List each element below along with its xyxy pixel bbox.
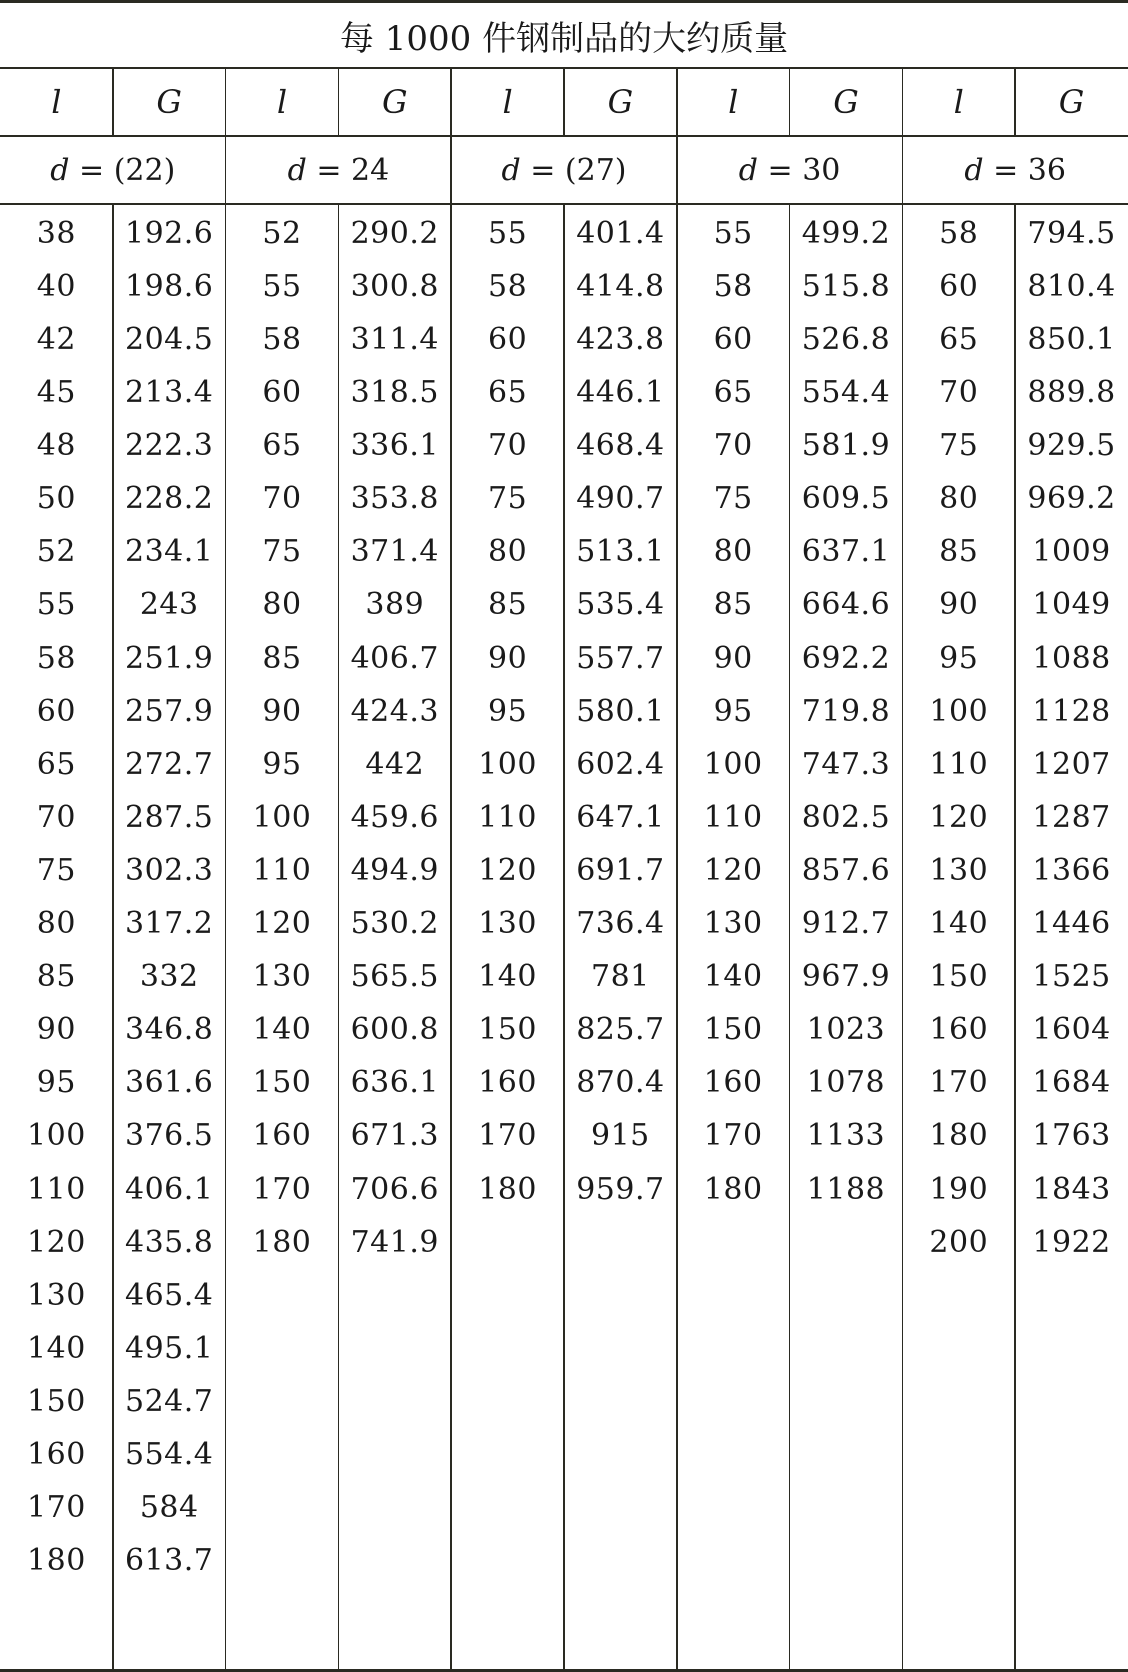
mass-cell: 565.5	[350, 959, 439, 995]
header-g: G	[607, 83, 634, 121]
mass-cell: 719.8	[801, 693, 891, 729]
column-divider	[902, 69, 904, 1670]
mass-cell: 580.1	[576, 693, 665, 729]
mass-cell: 1604	[1032, 1012, 1111, 1048]
mass-cell: 376.5	[125, 1118, 214, 1154]
mass-cell: 361.6	[125, 1065, 214, 1101]
mass-cell: 1049	[1032, 587, 1111, 623]
length-cell: 70	[487, 428, 528, 464]
mass-cell: 287.5	[125, 799, 214, 835]
mass-cell: 1088	[1032, 640, 1111, 676]
length-cell: 75	[262, 534, 302, 570]
diameter-group	[226, 137, 452, 203]
column-divider	[789, 69, 791, 137]
mass-cell: 251.9	[125, 640, 214, 676]
diameter-group	[677, 137, 903, 203]
mass-cell: 414.8	[576, 268, 665, 304]
mass-cell: 747.3	[801, 746, 891, 782]
length-cell: 140	[27, 1330, 86, 1366]
length-cell: 170	[27, 1490, 86, 1526]
length-cell: 140	[929, 906, 989, 942]
length-cell: 80	[36, 906, 76, 942]
mass-cell: 317.2	[125, 906, 214, 942]
mass-cell: 664.6	[801, 587, 891, 623]
diameter-group	[902, 137, 1128, 203]
mass-cell: 192.6	[125, 215, 214, 251]
mass-cell: 442	[365, 746, 425, 782]
mass-cell: 353.8	[350, 481, 439, 517]
diameter-value: 30	[802, 152, 841, 188]
length-cell: 150	[703, 1012, 763, 1048]
mass-cell: 870.4	[576, 1065, 665, 1101]
mass-cell: 1207	[1032, 746, 1111, 782]
mass-cell: 495.1	[125, 1330, 214, 1366]
length-cell: 90	[36, 1012, 76, 1048]
mass-cell: 915	[591, 1118, 650, 1154]
header-g: G	[156, 83, 182, 121]
column-divider	[338, 69, 340, 137]
mass-cell: 515.8	[801, 268, 891, 304]
diameter-group	[451, 137, 677, 203]
mass-cell: 300.8	[350, 268, 439, 304]
length-cell: 85	[487, 587, 528, 623]
mass-cell: 459.6	[350, 799, 439, 835]
mass-cell: 557.7	[576, 640, 665, 676]
mass-cell: 424.3	[350, 693, 439, 729]
column-divider	[338, 205, 340, 1670]
length-cell: 55	[36, 587, 76, 623]
mass-cell: 302.3	[125, 852, 214, 888]
length-cell: 95	[487, 693, 528, 729]
length-cell: 190	[929, 1171, 989, 1207]
length-cell: 160	[929, 1012, 989, 1048]
diameter-group	[0, 137, 226, 203]
mass-cell: 1133	[806, 1118, 886, 1154]
length-cell: 70	[36, 799, 76, 835]
mass-cell: 609.5	[801, 481, 891, 517]
length-cell: 150	[478, 1012, 537, 1048]
length-cell: 160	[252, 1118, 312, 1154]
mass-cell: 435.8	[125, 1224, 214, 1260]
length-cell: 110	[27, 1171, 86, 1207]
length-column	[0, 205, 113, 1670]
diameter-row	[0, 137, 1128, 205]
mass-column	[113, 205, 226, 1670]
column-divider	[225, 69, 227, 1670]
mass-cell: 1023	[806, 1012, 886, 1048]
mass-cell: 526.8	[801, 321, 891, 357]
length-cell: 140	[478, 959, 537, 995]
mass-cell: 602.4	[576, 746, 665, 782]
length-cell: 90	[713, 640, 753, 676]
mass-cell: 554.4	[801, 375, 891, 411]
mass-cell: 959.7	[576, 1171, 665, 1207]
length-cell: 58	[262, 321, 302, 357]
diameter-var: d	[738, 152, 758, 188]
length-cell: 180	[703, 1171, 763, 1207]
length-column	[902, 205, 1015, 1670]
diameter-value: 24	[351, 152, 390, 188]
mass-cell: 204.5	[125, 321, 214, 357]
mass-cell: 857.6	[801, 852, 891, 888]
length-cell: 110	[703, 799, 763, 835]
mass-cell: 228.2	[125, 481, 214, 517]
length-cell: 58	[939, 215, 979, 251]
mass-cell: 1009	[1032, 534, 1111, 570]
length-cell: 140	[252, 1012, 312, 1048]
column-divider	[563, 69, 565, 137]
mass-cell: 272.7	[125, 746, 214, 782]
mass-cell: 613.7	[125, 1543, 214, 1579]
length-cell: 45	[36, 375, 76, 411]
diameter-value: (22)	[113, 152, 176, 188]
length-cell: 60	[713, 321, 753, 357]
mass-cell: 636.1	[350, 1065, 439, 1101]
diameter-eq: =	[306, 152, 352, 188]
length-cell: 180	[478, 1171, 537, 1207]
diameter-eq: =	[520, 152, 565, 188]
mass-cell: 929.5	[1027, 428, 1116, 464]
mass-cell: 494.9	[350, 852, 439, 888]
mass-cell: 581.9	[801, 428, 891, 464]
length-cell: 85	[939, 534, 979, 570]
length-cell: 75	[36, 852, 76, 888]
mass-cell: 406.7	[350, 640, 439, 676]
length-cell: 60	[939, 268, 979, 304]
mass-cell: 332	[139, 959, 199, 995]
diameter-eq: =	[983, 152, 1028, 188]
mass-cell: 967.9	[801, 959, 891, 995]
mass-cell: 647.1	[576, 799, 665, 835]
length-cell: 160	[27, 1437, 86, 1473]
length-cell: 95	[713, 693, 753, 729]
length-cell: 60	[487, 321, 528, 357]
mass-cell: 850.1	[1027, 321, 1116, 357]
length-cell: 70	[713, 428, 753, 464]
mass-cell: 1366	[1032, 852, 1111, 888]
mass-cell: 513.1	[576, 534, 665, 570]
mass-cell: 311.4	[350, 321, 439, 357]
length-cell: 80	[713, 534, 753, 570]
length-cell: 180	[929, 1118, 989, 1154]
mass-cell: 535.4	[576, 587, 665, 623]
length-cell: 50	[36, 481, 76, 517]
mass-cell: 423.8	[576, 321, 665, 357]
length-cell: 110	[478, 799, 537, 835]
mass-cell: 336.1	[350, 428, 439, 464]
mass-cell: 1763	[1032, 1118, 1111, 1154]
mass-cell: 1525	[1032, 959, 1111, 995]
mass-cell: 465.4	[125, 1277, 214, 1313]
length-cell: 100	[703, 746, 763, 782]
mass-column	[1015, 205, 1128, 1670]
length-column	[677, 205, 790, 1670]
length-cell: 110	[929, 746, 989, 782]
diameter-eq: =	[757, 152, 803, 188]
length-cell: 65	[939, 321, 979, 357]
length-column	[451, 205, 564, 1670]
length-cell: 180	[27, 1543, 86, 1579]
mass-cell: 346.8	[125, 1012, 214, 1048]
column-divider	[676, 69, 678, 1670]
header-l: l	[502, 83, 513, 121]
column-divider	[563, 205, 565, 1670]
length-cell: 140	[703, 959, 763, 995]
length-cell: 70	[939, 375, 979, 411]
mass-cell: 290.2	[350, 215, 439, 251]
mass-cell: 781	[591, 959, 650, 995]
length-cell: 55	[262, 268, 302, 304]
mass-cell: 1446	[1032, 906, 1111, 942]
length-cell: 120	[478, 852, 537, 888]
length-cell: 120	[27, 1224, 86, 1260]
diameter-eq: =	[69, 152, 114, 188]
length-cell: 170	[929, 1065, 989, 1101]
mass-cell: 736.4	[576, 906, 665, 942]
length-cell: 170	[252, 1171, 312, 1207]
diameter-var: d	[501, 152, 521, 188]
length-cell: 90	[939, 587, 979, 623]
mass-cell: 222.3	[125, 428, 214, 464]
length-cell: 120	[252, 906, 312, 942]
mass-cell: 1843	[1032, 1171, 1111, 1207]
column-divider	[1014, 205, 1016, 1670]
diameter-value: 36	[1027, 152, 1066, 188]
mass-cell: 889.8	[1027, 375, 1116, 411]
header-l: l	[276, 83, 288, 121]
mass-cell: 371.4	[350, 534, 439, 570]
mass-cell: 637.1	[801, 534, 891, 570]
length-column	[226, 205, 339, 1670]
length-cell: 130	[27, 1277, 86, 1313]
length-cell: 58	[487, 268, 528, 304]
table-title: 每 1000 件钢制品的大约质量	[0, 3, 1128, 69]
length-cell: 90	[487, 640, 528, 676]
length-cell: 130	[703, 906, 763, 942]
length-cell: 120	[929, 799, 989, 835]
column-divider	[789, 205, 791, 1670]
length-cell: 180	[252, 1224, 312, 1260]
diameter-value: (27)	[564, 152, 627, 188]
mass-cell: 912.7	[801, 906, 891, 942]
length-cell: 80	[487, 534, 528, 570]
mass-cell: 1684	[1032, 1065, 1111, 1101]
mass-column	[790, 205, 903, 1670]
mass-cell: 1078	[806, 1065, 886, 1101]
mass-cell: 794.5	[1027, 215, 1116, 251]
mass-cell: 825.7	[576, 1012, 665, 1048]
mass-cell: 389	[365, 587, 425, 623]
mass-cell: 671.3	[350, 1118, 439, 1154]
mass-cell: 1922	[1032, 1224, 1111, 1260]
length-cell: 95	[36, 1065, 76, 1101]
column-divider	[112, 205, 114, 1670]
diameter-var: d	[287, 152, 307, 188]
length-cell: 130	[929, 852, 989, 888]
mass-cell: 243	[139, 587, 199, 623]
mass-cell: 691.7	[576, 852, 665, 888]
mass-cell: 490.7	[576, 481, 665, 517]
length-cell: 100	[252, 799, 312, 835]
header-g: G	[1058, 83, 1085, 121]
mass-cell: 600.8	[350, 1012, 439, 1048]
mass-cell: 706.6	[350, 1171, 439, 1207]
length-cell: 110	[252, 852, 312, 888]
length-cell: 58	[713, 268, 753, 304]
length-cell: 85	[713, 587, 753, 623]
mass-cell: 468.4	[576, 428, 665, 464]
length-cell: 58	[36, 640, 76, 676]
length-cell: 38	[36, 215, 76, 251]
mass-cell: 1188	[806, 1171, 886, 1207]
header-g: G	[833, 83, 859, 121]
mass-column	[564, 205, 677, 1670]
header-l: l	[728, 83, 739, 121]
mass-cell: 318.5	[350, 375, 439, 411]
mass-cell: 446.1	[576, 375, 665, 411]
length-cell: 55	[487, 215, 528, 251]
length-cell: 80	[262, 587, 302, 623]
length-cell: 75	[487, 481, 528, 517]
length-cell: 160	[703, 1065, 763, 1101]
header-l: l	[953, 83, 964, 121]
length-cell: 95	[939, 640, 979, 676]
length-cell: 100	[478, 746, 537, 782]
length-cell: 40	[36, 268, 76, 304]
mass-cell: 810.4	[1027, 268, 1116, 304]
length-cell: 65	[487, 375, 528, 411]
length-cell: 90	[262, 693, 302, 729]
length-cell: 65	[36, 746, 76, 782]
mass-cell: 802.5	[801, 799, 891, 835]
length-cell: 60	[36, 693, 76, 729]
length-cell: 75	[939, 428, 979, 464]
mass-cell: 741.9	[350, 1224, 439, 1260]
column-divider	[1014, 69, 1016, 137]
mass-cell: 524.7	[125, 1383, 214, 1419]
length-cell: 120	[703, 852, 763, 888]
mass-cell: 554.4	[125, 1437, 214, 1473]
header-l: l	[51, 83, 62, 121]
length-cell: 150	[929, 959, 989, 995]
column-divider	[112, 69, 114, 137]
length-cell: 52	[36, 534, 76, 570]
mass-cell: 406.1	[125, 1171, 214, 1207]
column-divider	[450, 69, 452, 1670]
mass-cell: 234.1	[125, 534, 214, 570]
length-cell: 85	[262, 640, 302, 676]
diameter-var: d	[964, 152, 984, 188]
length-cell: 42	[36, 321, 76, 357]
length-cell: 65	[262, 428, 302, 464]
mass-cell: 213.4	[125, 375, 214, 411]
length-cell: 170	[478, 1118, 537, 1154]
mass-cell: 198.6	[125, 268, 214, 304]
length-cell: 55	[713, 215, 753, 251]
mass-cell: 584	[139, 1490, 199, 1526]
diameter-var: d	[50, 152, 70, 188]
length-cell: 48	[36, 428, 76, 464]
length-cell: 170	[703, 1118, 763, 1154]
length-cell: 65	[713, 375, 753, 411]
length-cell: 60	[262, 375, 302, 411]
mass-column	[338, 205, 451, 1670]
mass-cell: 692.2	[801, 640, 891, 676]
mass-cell: 1287	[1032, 799, 1111, 835]
length-cell: 130	[252, 959, 312, 995]
mass-cell: 1128	[1032, 693, 1111, 729]
length-cell: 150	[27, 1383, 86, 1419]
mass-cell: 499.2	[801, 215, 891, 251]
length-cell: 100	[27, 1118, 86, 1154]
header-g: G	[382, 83, 408, 121]
mass-cell: 401.4	[576, 215, 665, 251]
length-cell: 95	[262, 746, 302, 782]
length-cell: 130	[478, 906, 537, 942]
length-cell: 80	[939, 481, 979, 517]
length-cell: 200	[929, 1224, 989, 1260]
length-cell: 160	[478, 1065, 537, 1101]
length-cell: 75	[713, 481, 753, 517]
length-cell: 100	[929, 693, 989, 729]
length-cell: 85	[36, 959, 76, 995]
length-cell: 70	[262, 481, 302, 517]
mass-cell: 530.2	[350, 906, 439, 942]
length-cell: 52	[262, 215, 302, 251]
mass-cell: 969.2	[1027, 481, 1116, 517]
mass-cell: 257.9	[125, 693, 214, 729]
length-cell: 150	[252, 1065, 312, 1101]
